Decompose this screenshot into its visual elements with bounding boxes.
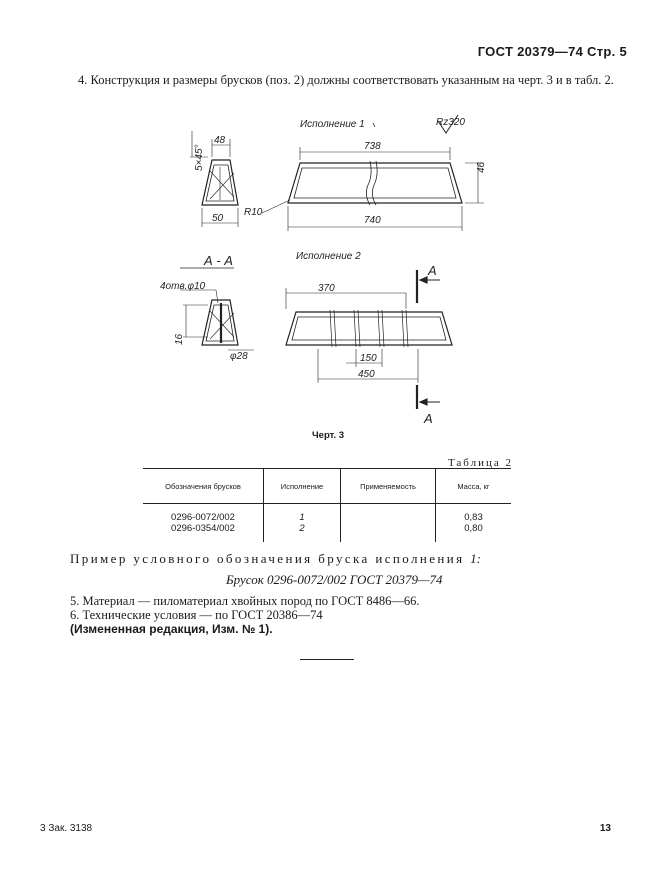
item-6: 6. Технические условия — по ГОСТ 20386—74 bbox=[70, 608, 323, 622]
dim-height: 46 bbox=[476, 161, 487, 173]
header-version: Исполнение bbox=[264, 469, 341, 504]
cell-usage bbox=[341, 504, 436, 543]
section-label: А - А bbox=[204, 253, 233, 268]
dim-holes: 4отв.φ10 bbox=[160, 281, 206, 292]
cell-mass bbox=[436, 504, 512, 543]
paragraph-4: 4. Конструкция и размеры брусков (поз. 2) должны соответствовать указанным на черт. 3 и в табл. 2. bbox=[78, 73, 614, 87]
page-number: 13 bbox=[599, 823, 611, 834]
dim-hole-span: 450 bbox=[358, 369, 375, 380]
bar-version-1 bbox=[262, 115, 484, 231]
drawing-3 bbox=[150, 105, 490, 430]
version1-label: Исполнение 1 bbox=[300, 119, 365, 130]
end-rule bbox=[300, 659, 354, 660]
dim-pitch: 150 bbox=[360, 353, 377, 364]
section-marker-bottom: А bbox=[424, 411, 433, 426]
dim-bottom-length: 740 bbox=[364, 215, 381, 226]
page-header: ГОСТ 20379—74 Стр. 5 bbox=[477, 44, 627, 59]
dim-bore: φ28 bbox=[230, 351, 248, 362]
example-title-text: Пример условного обозначения бруска исполнения bbox=[70, 551, 465, 566]
header-designation: Обозначения брусков bbox=[143, 469, 264, 504]
roughness-label: Rz320 bbox=[436, 117, 465, 128]
version-1: 1 bbox=[299, 512, 305, 523]
designation-2: 0296-0354/002 bbox=[171, 523, 235, 534]
table-row bbox=[143, 504, 511, 543]
dim-half-length: 370 bbox=[318, 283, 335, 294]
cell-designations bbox=[143, 504, 264, 543]
header-usage: Применяемость bbox=[341, 469, 436, 504]
dim-hole-height: 16 bbox=[174, 333, 185, 345]
table-caption: Таблица 2 bbox=[447, 457, 513, 469]
dim-radius: R10 bbox=[244, 207, 263, 218]
dim-bottom-width: 50 bbox=[212, 213, 224, 224]
dim-top-length: 738 bbox=[364, 141, 381, 152]
table-header-row bbox=[143, 469, 511, 504]
amendment-note: (Измененная редакция, Изм. № 1). bbox=[70, 622, 273, 636]
mass-2: 0,80 bbox=[464, 523, 483, 534]
example-title-version: 1: bbox=[470, 551, 481, 566]
table-2 bbox=[143, 468, 511, 542]
dim-chamfer: 5×45° bbox=[194, 144, 205, 171]
item-5: 5. Материал — пиломатериал хвойных пород по ГОСТ 8486—66. bbox=[70, 594, 420, 608]
example-code: Брусок 0296-0072/002 ГОСТ 20379—74 bbox=[226, 572, 443, 587]
footer-order: 3 Зак. 3138 bbox=[40, 823, 93, 834]
figure-caption: Черт. 3 bbox=[312, 430, 345, 441]
version-2: 2 bbox=[299, 523, 305, 534]
dim-top-width: 48 bbox=[214, 135, 226, 146]
designation-1: 0296-0072/002 bbox=[171, 512, 235, 523]
mass-1: 0,83 bbox=[464, 512, 483, 523]
version2-label: Исполнение 2 bbox=[296, 251, 361, 262]
section-line bbox=[417, 270, 440, 409]
cell-versions bbox=[264, 504, 341, 543]
header-mass: Масса, кг bbox=[436, 469, 512, 504]
example-title bbox=[70, 551, 481, 567]
section-marker-top: А bbox=[428, 263, 437, 278]
